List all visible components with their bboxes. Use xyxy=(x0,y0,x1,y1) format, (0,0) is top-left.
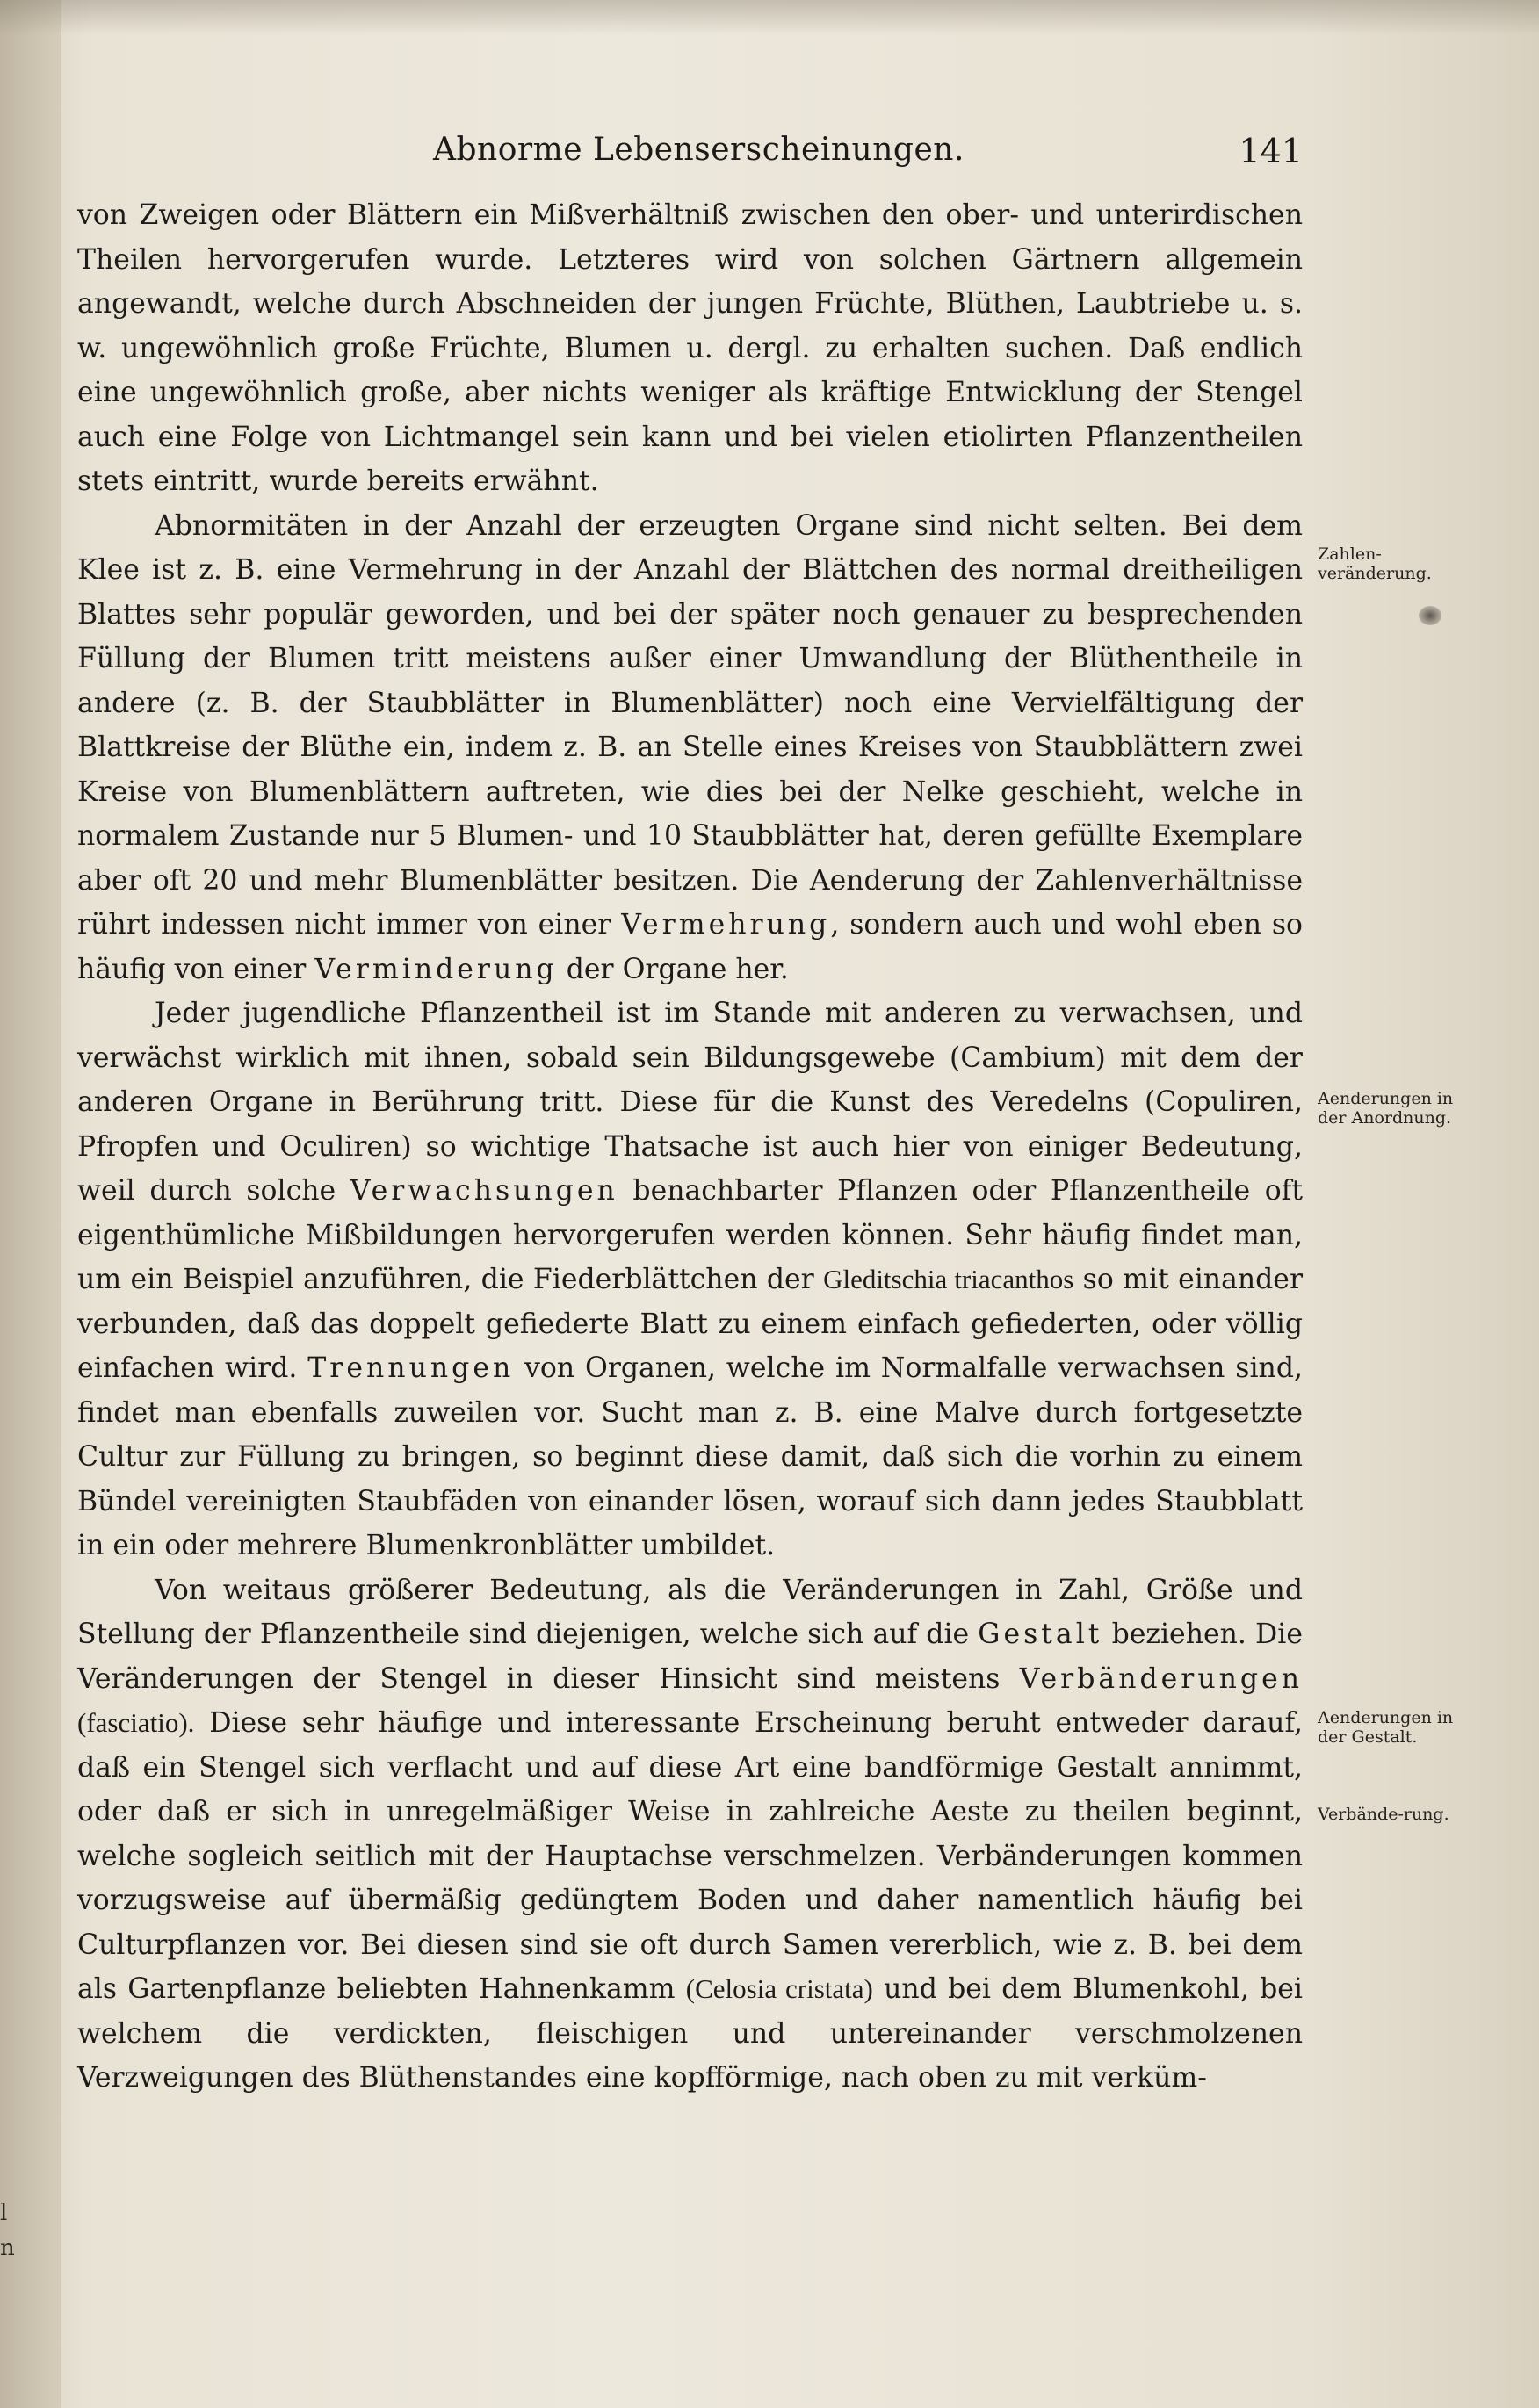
paragraph-3-text-c: so mit einander verbunden, daß das doppelt gefiederte Blatt zu einem einfach gefiederten, oder völlig einfachen wird. xyxy=(77,1264,1304,1384)
paragraph-4-text-b: beziehen. Die Veränderungen der Stengel in dieser Hinsicht sind meistens xyxy=(77,1619,1304,1695)
previous-page-text-fragment: l n xyxy=(0,2200,15,2261)
running-title: Abnorme Lebenserscheinungen. xyxy=(433,132,965,168)
paragraph-3-text-b: benachbarter Pflanzen oder Pflanzentheile oft eigenthümliche Mißbildungen hervorgerufen werden können. Sehr häufig findet man, um ein Beispiel anzuführen, die Fiederblättchen der xyxy=(77,1175,1304,1295)
margin-note-anordnung: Aenderungen in der Anordnung. xyxy=(1318,1089,1454,1128)
paragraph-1 xyxy=(77,193,1303,504)
previous-page-edge xyxy=(0,0,61,2408)
paragraph-3-text-a: Jeder jugendliche Pflanzentheil ist im Stande mit anderen zu verwachsen, und verwächst wirklich mit ihnen, sobald sein Bildungsgewebe (Cambium) mit dem der anderen Organe in Berührung tritt. Diese für die Kunst des Veredelns (Copuliren, Pfropfen und Oculiren) so wichtige Thatsache ist auch hier von einiger Bedeutung, weil durch solche xyxy=(77,998,1303,1207)
latin-fasciatio: (fasciatio). xyxy=(77,1707,195,1738)
page-content xyxy=(77,132,1303,2101)
ink-blot xyxy=(1419,606,1441,625)
paragraph-4-text-c: Diese sehr häufige und interessante Erscheinung beruht entweder darauf, daß ein Stengel sich verflacht und auf diese Art eine bandförmige Gestalt annimmt, oder daß er sich in unregelmäßiger Weise in zahlreiche Aeste zu theilen beginnt, welche sogleich seitlich mit der Hauptachse verschmelzen. Verbänderungen kommen vorzugsweise auf übermäßig gedüngtem Boden und daher namentlich häufig bei Culturpflanzen vor. Bei diesen sind sie oft durch Samen vererblich, wie z. B. bei dem als Gartenpflanze beliebten Hahnenkamm xyxy=(77,1707,1303,2005)
paragraph-2-text-c: der Organe her. xyxy=(566,953,789,985)
page-number: 141 xyxy=(1239,132,1303,170)
paragraph-2-text-b: , sondern auch und wohl eben so häufig von einer xyxy=(77,909,1303,985)
paragraph-3 xyxy=(77,991,1303,1568)
emphasis-trennungen: Trennungen xyxy=(307,1352,515,1384)
margin-note-gestalt: Aenderungen in der Gestalt. xyxy=(1318,1708,1454,1747)
emphasis-verwachsungen: Verwachsungen xyxy=(350,1175,618,1207)
body-text xyxy=(77,193,1303,2101)
paragraph-4-text-a: Von weitaus größerer Bedeutung, als die Veränderungen in Zahl, Größe und Stellung der Pflanzentheile sind diejenigen, welche sich auf die xyxy=(77,1574,1303,1650)
emphasis-verbaenderungen: Verbänderungen xyxy=(1019,1662,1304,1695)
emphasis-verminderung: Verminderung xyxy=(314,953,558,985)
margin-note-verbaenderung: Verbände-rung. xyxy=(1318,1805,1449,1824)
paragraph-3-text-d: von Organen, welche im Normalfalle verwachsen sind, findet man ebenfalls zuweilen vor. Sucht man z. B. eine Malve durch fortgesetzte Cultur zur Füllung zu bringen, so beginnt diese damit, daß sich die vorhin zu einem Bündel vereinigten Staubfäden von einander lösen, worauf sich dann jedes Staubblatt in ein oder mehrere Blumenkronblätter umbildet. xyxy=(77,1352,1304,1561)
page-header xyxy=(77,132,1303,193)
paragraph-2 xyxy=(77,504,1303,992)
latin-gleditschia: Gleditschia triacanthos xyxy=(823,1264,1074,1294)
paragraph-1-text: von Zweigen oder Blättern ein Mißverhältniß zwischen den ober- und unterirdischen Theilen hervorgerufen wurde. Letzteres wird von solchen Gärtnern allgemein angewandt, welche durch Abschneiden der jungen Früchte, Blüthen, Laubtriebe u. s. w. ungewöhnlich große Früchte, Blumen u. dergl. zu erhalten suchen. Daß endlich eine ungewöhnlich große, aber nichts weniger als kräftige Entwicklung der Stengel auch eine Folge von Lichtmangel sein kann und bei vielen etiolirten Pflanzentheilen stets eintritt, wurde bereits erwähnt. xyxy=(77,199,1303,497)
emphasis-vermehrung: Vermehrung xyxy=(621,909,831,941)
margin-note-zahlenveraenderung: Zahlen-veränderung. xyxy=(1318,544,1432,583)
paragraph-4-text-d: und bei dem Blumenkohl, bei welchem die verdickten, fleischigen und untereinander verschmolzenen Verzweigungen des Blüthenstandes eine kopfförmige, nach oben zu mit verküm- xyxy=(77,1973,1304,2094)
emphasis-gestalt: Gestalt xyxy=(978,1619,1103,1650)
latin-celosia: (Celosia cristata) xyxy=(685,1973,873,2004)
top-shadow xyxy=(0,0,1539,35)
paragraph-2-text-a: Abnormitäten in der Anzahl der erzeugten Organe sind nicht selten. Bei dem Klee ist z. B. eine Vermehrung in der Anzahl der Blättchen des normal dreitheiligen Blattes sehr populär geworden, und bei der später noch genauer zu besprechenden Füllung der Blumen tritt meistens außer einer Umwandlung der Blüthentheile in andere (z. B. der Staubblätter in Blumenblätter) noch eine Vervielfältigung der Blattkreise der Blüthe ein, indem z. B. an Stelle eines Kreises von Staubblättern zwei Kreise von Blumenblättern auftreten, wie dies bei der Nelke geschieht, welche in normalem Zustande nur 5 Blumen- und 10 Staubblätter hat, deren gefüllte Exemplare aber oft 20 und mehr Blumenblätter besitzen. Die Aenderung der Zahlenverhältnisse rührt indessen nicht immer von einer xyxy=(77,509,1303,941)
paragraph-4 xyxy=(77,1568,1303,2101)
